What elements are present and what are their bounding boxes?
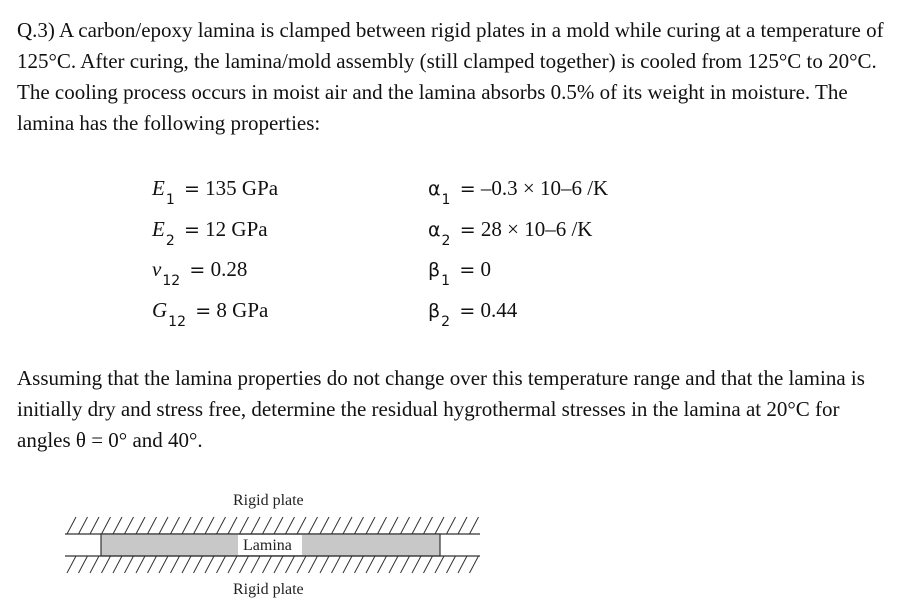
hatch-mark	[205, 517, 214, 534]
hatch-mark	[320, 556, 329, 573]
equals-sign: =	[459, 259, 476, 281]
hatch-mark	[389, 517, 398, 534]
equals-sign: =	[459, 219, 476, 241]
hatch-mark	[148, 556, 157, 573]
property-value: 0.28	[210, 257, 248, 281]
hatch-mark	[182, 556, 191, 573]
hatch-mark	[332, 517, 341, 534]
hatch-mark	[447, 517, 456, 534]
equals-sign: =	[459, 300, 476, 322]
property-value: 135 GPa	[205, 176, 279, 200]
hatch-mark	[228, 556, 237, 573]
hatch-mark	[297, 556, 306, 573]
hatch-mark	[102, 556, 111, 573]
hatch-mark	[355, 517, 364, 534]
problem-intro-text: Q.3) A carbon/epoxy lamina is clamped between rigid plates in a mold while curing at a temperature of 125°C. After curing, the lamina/mold assembly (still clamped together) is cooled from 125°C to 20°C. The cooling process occurs in moist air and the lamina absorbs 0.5% of its weight in moisture. The lamina has the following properties:	[17, 18, 884, 135]
hatch-mark	[343, 517, 352, 534]
equals-sign: =	[459, 178, 476, 200]
hatch-mark	[67, 517, 76, 534]
hatch-mark	[412, 517, 421, 534]
equals-sign: =	[195, 300, 212, 322]
property-symbol: E	[152, 176, 165, 200]
hatch-mark	[136, 556, 145, 573]
hatch-mark	[424, 556, 433, 573]
hatch-mark	[297, 517, 306, 534]
hatch-mark	[102, 517, 111, 534]
property-value: –0.3 × 10–6 /K	[480, 176, 609, 200]
property-subscript: 12	[168, 314, 186, 330]
property-value: 8 GPa	[216, 298, 269, 322]
hatch-mark	[389, 556, 398, 573]
hatch-mark	[251, 517, 260, 534]
property-g12	[152, 298, 269, 330]
property-subscript: 2	[441, 314, 451, 330]
hatch-mark	[424, 517, 433, 534]
hatch-mark	[412, 556, 421, 573]
property-symbol: α	[428, 178, 441, 200]
hatch-mark	[240, 517, 249, 534]
property-e1	[152, 176, 279, 208]
property-subscript: 1	[441, 273, 451, 289]
hatch-mark	[79, 556, 88, 573]
bottom-plate-label: Rigid plate	[233, 581, 304, 598]
hatch-mark	[251, 556, 260, 573]
hatch-mark	[355, 556, 364, 573]
hatch-mark	[309, 517, 318, 534]
hatch-mark	[148, 517, 157, 534]
property-value: 28 × 10–6 /K	[480, 217, 593, 241]
hatch-mark	[171, 517, 180, 534]
hatch-mark	[263, 556, 272, 573]
property-alpha1	[428, 176, 609, 208]
hatch-mark	[286, 556, 295, 573]
property-subscript: 1	[441, 192, 451, 208]
equals-sign: =	[189, 259, 206, 281]
property-subscript: 12	[162, 273, 181, 289]
hatch-mark	[90, 556, 99, 573]
property-subscript: 2	[441, 233, 451, 249]
property-symbol: E	[152, 217, 165, 241]
property-subscript: 1	[165, 192, 175, 208]
hatch-mark	[378, 517, 387, 534]
bottom-plate-hatching	[67, 556, 479, 573]
hatch-mark	[113, 517, 122, 534]
hatch-mark	[228, 517, 237, 534]
hatch-mark	[401, 517, 410, 534]
hatch-mark	[435, 517, 444, 534]
hatch-mark	[159, 517, 168, 534]
problem-conclusion-text: Assuming that the lamina properties do not change over this temperature range and that the lamina is initially dry and stress free, determine the residual hygrothermal stresses in the lamina at 20°C for angles θ = 0° and 40°.	[17, 366, 865, 452]
equals-sign: =	[184, 178, 200, 200]
hatch-mark	[378, 556, 387, 573]
hatch-mark	[125, 517, 134, 534]
hatch-mark	[343, 556, 352, 573]
property-value: 12 GPa	[205, 217, 268, 241]
hatch-mark	[263, 517, 272, 534]
property-symbol: β	[428, 259, 441, 281]
property-symbol: β	[428, 300, 441, 322]
hatch-mark	[320, 517, 329, 534]
hatch-mark	[136, 517, 145, 534]
hatch-mark	[332, 556, 341, 573]
property-e2	[152, 217, 268, 249]
property-subscript: 2	[165, 233, 175, 249]
hatch-mark	[401, 556, 410, 573]
hatch-mark	[113, 556, 122, 573]
hatch-mark	[366, 517, 375, 534]
hatch-mark	[205, 556, 214, 573]
hatch-mark	[182, 517, 191, 534]
hatch-mark	[470, 517, 479, 534]
hatch-mark	[435, 556, 444, 573]
hatch-mark	[309, 556, 318, 573]
hatch-mark	[447, 556, 456, 573]
property-value: 0	[480, 257, 491, 281]
hatch-mark	[217, 517, 226, 534]
hatch-mark	[470, 556, 479, 573]
hatch-mark	[274, 517, 283, 534]
hatch-mark	[217, 556, 226, 573]
hatch-mark	[366, 556, 375, 573]
hatch-mark	[458, 517, 467, 534]
hatch-mark	[240, 556, 249, 573]
property-value: 0.44	[480, 298, 518, 322]
property-symbol: G	[152, 298, 168, 322]
property-symbol: ν	[152, 257, 162, 281]
property-alpha2	[428, 217, 593, 249]
hatch-mark	[171, 556, 180, 573]
top-plate-label: Rigid plate	[233, 492, 304, 509]
lamina-label: Lamina	[243, 537, 292, 554]
hatch-mark	[194, 517, 203, 534]
hatch-mark	[90, 517, 99, 534]
top-plate-hatching	[67, 517, 479, 534]
hatch-mark	[67, 556, 76, 573]
equals-sign: =	[184, 219, 200, 241]
property-symbol: α	[428, 219, 441, 241]
clamp-diagram	[55, 488, 495, 603]
hatch-mark	[159, 556, 168, 573]
hatch-mark	[79, 517, 88, 534]
hatch-mark	[125, 556, 134, 573]
hatch-mark	[194, 556, 203, 573]
hatch-mark	[274, 556, 283, 573]
property-nu12	[152, 257, 248, 289]
property-beta1	[428, 257, 491, 289]
hatch-mark	[286, 517, 295, 534]
hatch-mark	[458, 556, 467, 573]
property-beta2	[428, 298, 518, 330]
